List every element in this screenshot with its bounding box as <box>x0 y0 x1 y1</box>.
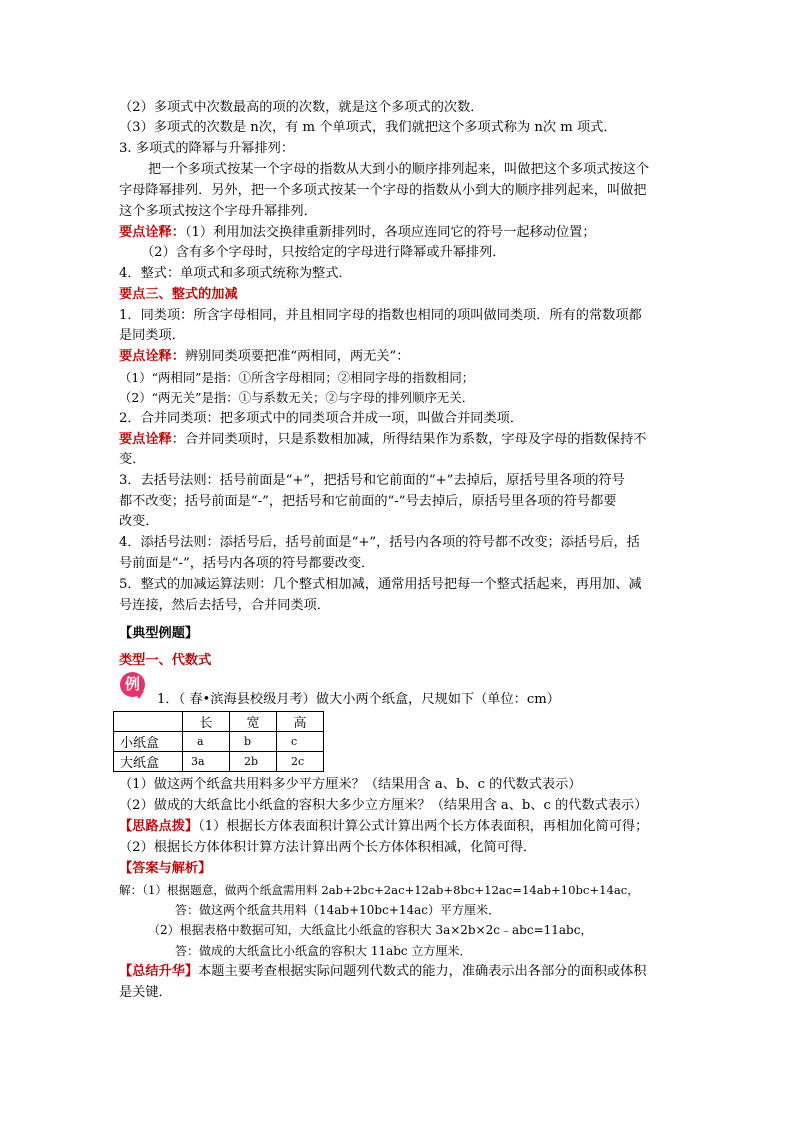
example-badge: 例 <box>120 672 145 697</box>
examples-heading: 【典型例题】 <box>119 626 199 641</box>
text-line: （2）“两无关”是指：①与系数无关；②与字母的排列顺序无关． <box>119 390 475 405</box>
text-line: 是同类项． <box>119 328 185 343</box>
text-line: （3）多项式的次数是 n次，有 m 个单项式，我们就把这个多项式称为 n次 m 项式． <box>119 120 617 135</box>
text-line <box>119 223 596 243</box>
text-span: （1）利用加法交换律重新排列时，各项应连同它的符号一起移动位置； <box>184 225 596 240</box>
text-span: （1）根据长方体表面积计算公式计算出两个长方体表面积，再相加化简可得； <box>198 819 649 834</box>
text-span: 辨别同类项要把准“两相同，两无关”： <box>184 349 410 364</box>
table-header-cell: 高 <box>277 712 324 732</box>
answer-heading: 【答案与解析】 <box>119 861 212 876</box>
table-cell: b <box>230 732 277 752</box>
solution-line: 解：（1）根据题意，做两个纸盒需用料 2ab+2bc+2ac+12ab+8bc+12ac=14ab+10bc+14ac， <box>119 883 639 897</box>
table-header-row <box>114 712 324 732</box>
text-line <box>119 430 647 450</box>
text-line: 3．去括号法则：括号前面是“+”，把括号和它前面的“+”去掉后，原括号里各项的符号 <box>119 473 625 488</box>
question-line: （1）做这两个纸盒共用料多少平方厘米？（结果用含 a、b、c 的代数式表示） <box>119 777 582 792</box>
table-cell: 3a <box>183 752 230 772</box>
section-heading: 要点三、整式的加减 <box>119 287 238 302</box>
text-span: ：合并同类项时，只是系数相加减，所得结果作为系数，字母及字母的指数保持不 <box>171 432 647 447</box>
summary-tag: 【总结升华】 <box>119 964 199 979</box>
question-line: （2）做成的大纸盒比小纸盒的容积大多少立方厘米？（结果用含 a、b、c 的代数式表示） <box>119 798 648 813</box>
text-line: 改变． <box>119 514 159 529</box>
text-line: （2）多项式中次数最高的项的次数，就是这个多项式的次数． <box>119 100 484 115</box>
table-cell: a <box>183 732 230 752</box>
text-line: 4．整式：单项式和多项式统称为整式． <box>119 266 352 281</box>
text-line: 把一个多项式按某一个字母的指数从大到小的顺序排列起来，叫做把这个多项式按这个 <box>148 162 650 177</box>
example-badge-tail <box>134 691 144 699</box>
text-line: 5．整式的加减运算法则：几个整式相加减，通常用括号把每一个整式括起来，再用加、减 <box>119 577 642 592</box>
table-header-cell: 长 <box>183 712 230 732</box>
text-line: 号连接，然后去括号，合并同类项． <box>119 598 330 613</box>
hint-tag: 【思路点拨】 <box>119 819 199 834</box>
subheading: 3. 多项式的降幂与升幂排列： <box>119 141 295 156</box>
text-line: （1）“两相同”是指：①所含字母相同；②相同字母的指数相同； <box>119 370 475 385</box>
text-line <box>119 817 648 837</box>
text-line: 字母降幂排列．另外，把一个多项式按某一个字母的指数从小到大的顺序排列起来，叫做把 <box>119 183 647 198</box>
text-line <box>119 962 647 982</box>
table-cell: 小纸盒 <box>114 732 183 752</box>
text-line: 是关键． <box>119 985 172 1000</box>
table-header-cell: 宽 <box>230 712 277 732</box>
key-point-tag: 要点诠释： <box>119 225 185 240</box>
text-line: 2．合并同类项：把多项式中的同类项合并成一项，叫做合并同类项． <box>119 411 524 426</box>
text-line: 都不改变；括号前面是“-”，把括号和它前面的“-”号去掉后，原括号里各项的符号都要 <box>119 494 617 509</box>
solution-line: 答：做成的大纸盒比小纸盒的容积大 11abc 立方厘米． <box>175 944 472 958</box>
box-size-table <box>113 711 324 772</box>
table-cell: c <box>277 732 324 752</box>
key-point-tag: 要点诠释 <box>119 432 172 447</box>
text-line: 这个多项式按这个字母升幂排列． <box>119 204 317 219</box>
text-line: 4．添括号法则：添括号后，括号前面是“+”，括号内各项的符号都不改变；添括号后，括 <box>119 535 640 550</box>
question-line: 1．（ 春•滨海县校级月考）做大小两个纸盒，尺规如下（单位：cm） <box>157 692 560 707</box>
type-heading: 类型一、代数式 <box>119 653 212 668</box>
table-header-cell <box>114 712 183 732</box>
solution-line: （2）根据表格中数据可知，大纸盒比小纸盒的容积大 3a×2b×2c﹣abc=11abc， <box>148 923 593 937</box>
text-line: （2）含有多个字母时，只按给定的字母进行降幂或升幂排列． <box>141 245 506 260</box>
table-row <box>114 732 324 752</box>
table-row <box>114 752 324 772</box>
table-cell: 2b <box>230 752 277 772</box>
key-point-tag: 要点诠释： <box>119 349 185 364</box>
text-line: 1．同类项：所含字母相同，并且相同字母的指数也相同的项叫做同类项．所有的常数项都 <box>119 308 642 323</box>
text-line: 变． <box>119 452 146 467</box>
table-cell: 2c <box>277 752 324 772</box>
table-cell: 大纸盒 <box>114 752 183 772</box>
text-span: 本题主要考查根据实际问题列代数式的能力，准确表示出各部分的面积或体积 <box>198 964 647 979</box>
text-line <box>119 347 409 367</box>
solution-line: 答：做这两个纸盒共用料（14ab+10bc+14ac）平方厘米． <box>175 903 501 917</box>
text-line: 号前面是“-”，括号内各项的符号都要改变． <box>119 556 375 571</box>
text-line: （2）根据长方体体积计算方法计算出两个长方体体积相减，化简可得． <box>119 840 537 855</box>
